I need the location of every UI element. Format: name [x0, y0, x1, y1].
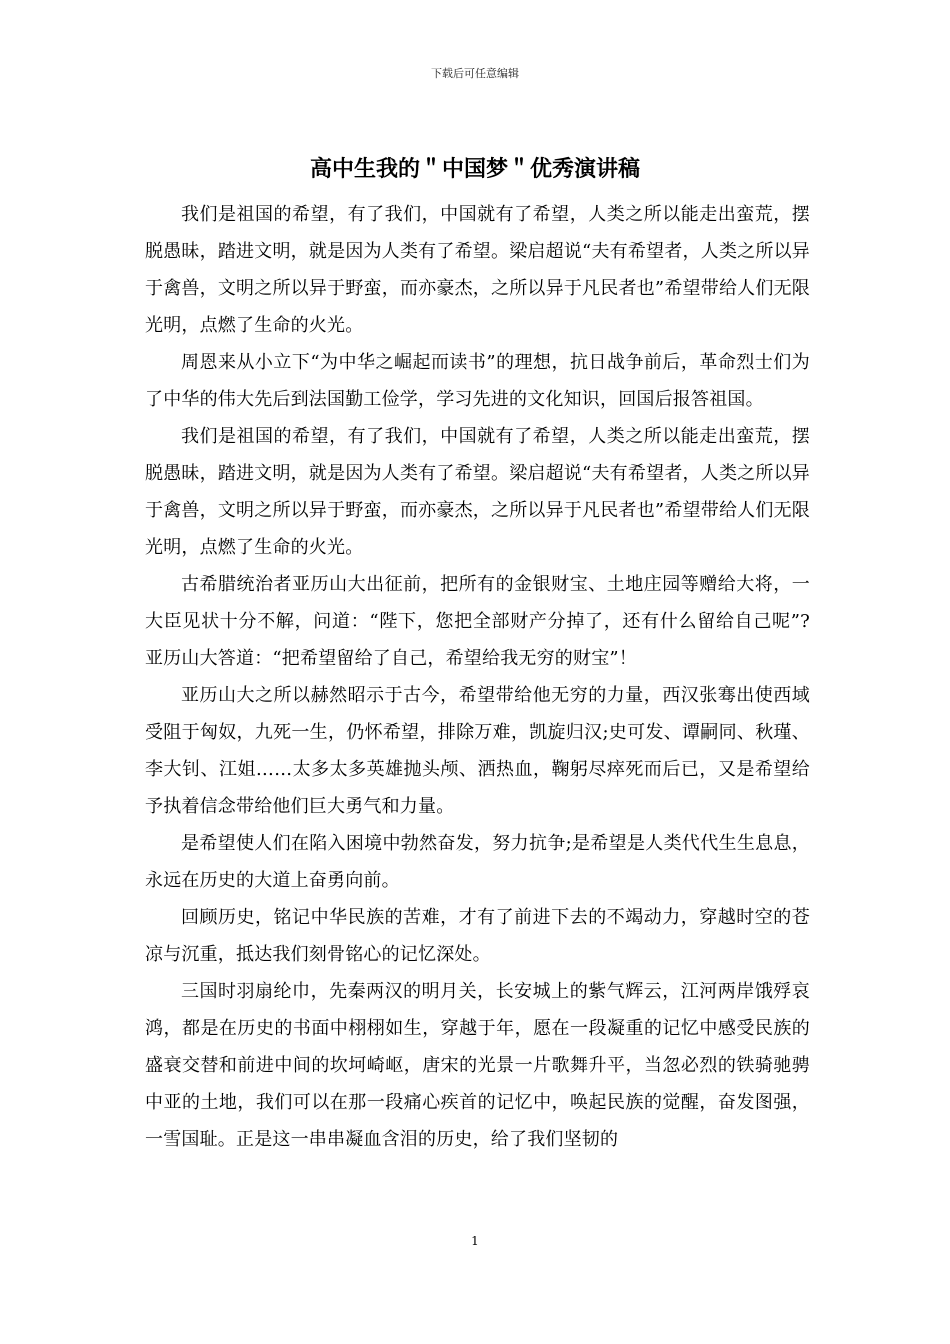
paragraph-4: 古希腊统治者亚历山大出征前，把所有的金银财宝、土地庄园等赠给大将，一大臣见状十分不解，问道：“陛下，您把全部财产分掉了，还有什么留给自己呢”?亚历山大答道：“把希望留给了自己，希望给我无穷的财宝”！: [145, 574, 810, 669]
document-body: [145, 196, 810, 1158]
header-note: 下载后可任意编辑: [431, 67, 519, 80]
paragraph-6: 是希望使人们在陷入困境中勃然奋发，努力抗争;是希望是人类代代生生息息，永远在历史的大道上奋勇向前。: [145, 833, 810, 891]
paragraph-7: 回顾历史，铭记中华民族的苦难，才有了前进下去的不竭动力，穿越时空的苍凉与沉重，抵达我们刻骨铭心的记忆深处。: [145, 907, 810, 965]
paragraph-3: 我们是祖国的希望，有了我们，中国就有了希望，人类之所以能走出蛮荒，摆脱愚昧，踏进文明，就是因为人类有了希望。梁启超说“夫有希望者，人类之所以异于禽兽，文明之所以异于野蛮，而亦豪杰，之所以异于凡民者也”希望带给人们无限光明，点燃了生命的火光。: [145, 426, 810, 558]
page-number: 1: [471, 1234, 479, 1248]
paragraph-8: 三国时羽扇纶巾，先秦两汉的明月关，长安城上的紫气辉云，江河两岸饿殍哀鸿，都是在历史的书面中栩栩如生，穿越于年，愿在一段凝重的记忆中感受民族的盛衰交替和前进中间的坎坷崎岖，唐宋的光景一片歌舞升平，当忽必烈的铁骑驰骋中亚的土地，我们可以在那一段痛心疾首的记忆中，唤起民族的觉醒，奋发图强，一雪国耻。正是这一串串凝血含泪的历史，给了我们坚韧的: [145, 981, 810, 1150]
paragraph-2: 周恩来从小立下“为中华之崛起而读书”的理想，抗日战争前后，革命烈士们为了中华的伟大先后到法国勤工俭学，学习先进的文化知识，回国后报答祖国。: [145, 352, 810, 410]
paragraph-5: 亚历山大之所以赫然昭示于古今，希望带给他无穷的力量，西汉张骞出使西域受阻于匈奴，九死一生，仍怀希望，排除万难，凯旋归汉;史可发、谭嗣同、秋瑾、李大钊、江姐……太多太多英雄抛头颅、洒热血，鞠躬尽瘁死而后已，又是希望给予执着信念带给他们巨大勇气和力量。: [145, 685, 810, 817]
document-title: 高中生我的＂中国梦＂优秀演讲稿: [309, 157, 640, 182]
paragraph-1: 我们是祖国的希望，有了我们，中国就有了希望，人类之所以能走出蛮荒，摆脱愚昧，踏进文明，就是因为人类有了希望。梁启超说“夫有希望者，人类之所以异于禽兽，文明之所以异于野蛮，而亦豪杰，之所以异于凡民者也”希望带给人们无限光明，点燃了生命的火光。: [145, 204, 810, 336]
